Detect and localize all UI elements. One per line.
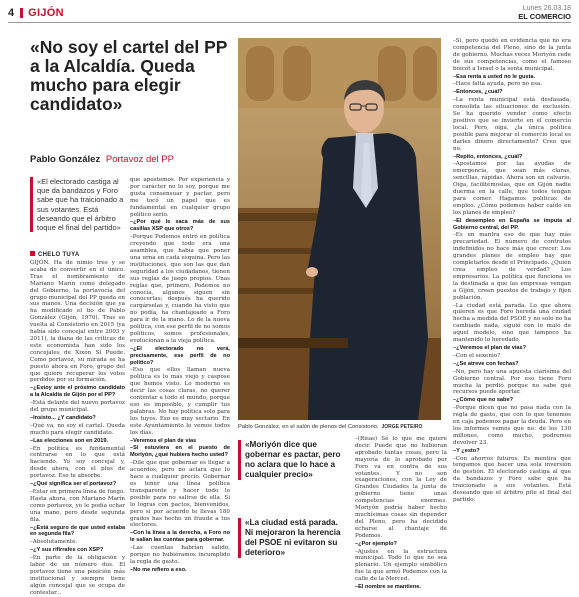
photo-credit: JORGE PETEIRO <box>381 424 423 430</box>
interview-paragraph: –Absolutamente. <box>30 539 78 546</box>
interview-paragraph: –Con el sexenio? <box>453 352 501 359</box>
photo-caption <box>238 424 448 430</box>
interview-question: –¿Por ejemplo? <box>355 540 397 547</box>
caption-text: Pablo González, en el salón de plenos del Consistorio. <box>238 424 379 430</box>
interview-paragraph: GIJÓN. Ha de nimio tres y se acaba de convertir en el único. Tras el nombramiento de Mariano Marín como delegado del Gobierno, la portavocía del grupo municipal del PP queda en sus manos. Una decisión que ya ha modificado el tío de Pablo González (Gijón, 1970). Tras su vuelta al Consistorio en 2015 (ya había sido concejal entre 2003 y 2011), la diana de las críticas de este economista han sido los concejales de Xixón Sí Puede. Como portavoz, su mirada se ha puesto ahora en Foro, grupo del que quiere recuperar los votos perdidos por su formación. <box>30 260 125 384</box>
interview-question: –El desempleo en España se imputa al Gobierno central, del PP. <box>453 217 571 231</box>
interviewee-name: Pablo González <box>30 154 101 165</box>
interview-question: –Repito, entonces, ¿cuál? <box>453 153 523 160</box>
interview-paragraph: –Hace falta ayuda, pero no esa. <box>453 81 543 88</box>
interview-question: –Y ¿esto? <box>453 447 480 454</box>
interview-paragraph: –Eso que ellos llaman nueva política es lo más viejo y caspose que hemos visto. Lo moderno es decir las cosas claras, no querer contentar a todo el mundo, porque eso es imposible, y cumplir tus palabras. No hay política solo para los tuyos. Eso es muy sectario. En este Ayuntamiento lo vemos todos los días. <box>130 367 230 436</box>
interview-paragraph: que apostemos. Por experiencia y por carácter no lo soy, porque me gusta consensuar y pactar, pero me tocó un papel que es fundamental en cualquier grupo político serio. <box>130 177 230 218</box>
interview-paragraph: –Apostamos por las ayudas de emergencia, que sean más claras, sencillas, rápidas. Ahora son un calvario. Oiga, facilitémoslas, que en Gijón nadie duerma en la calle, que todos tengan para comer. Hagamos políticas de empleo. ¿Cómo podemos haber caído en los planes de empleo? <box>453 161 571 216</box>
interviewee-role: Portavoz del PP <box>105 154 174 165</box>
section-marker <box>20 8 23 18</box>
section-name: GIJÓN <box>28 7 64 19</box>
pull-quote-city: «La ciudad está parada. Ni mejoraron la herencia del PSOE ni evitaron su deterioro» <box>238 518 348 558</box>
interview-paragraph: –Qué va, no soy el cartel. Queda mucho para elegir candidato. <box>30 422 125 436</box>
interview-photo <box>238 38 441 420</box>
text-column-1 <box>30 260 125 596</box>
text-column-4 <box>453 38 571 578</box>
interview-paragraph: –Sí, pero quedó en evidencia que no era competencia del Pleno, sino de la junta de gobierno. Muchas veces Moriyón cede de sus competencias, como el famoso boicot a Israel o la senta municipal. <box>453 38 571 72</box>
pull-quote-moriyon: «Moriyón dice que gobernar es pactar, pero no aclara que lo hace a cualquier precio» <box>238 440 348 480</box>
interview-paragraph: –(Risas) Sé lo que me quiere decir. Puede que no hubieran aprobado tantas cosas, pero la mayoría de lo aprobado por Foro va en contra de sus votantes. Y no son exageraciones, con la Ley de Grandes Ciudades la junta de gobierno tiene unas competencias enormes. Moriyón podría haber hecho muchísimas cosas sin depender del Pleno, pero ha decidido echarse al chantaje de Podemos. <box>355 436 447 539</box>
pull-quote-main: «El electorado castiga al que da bandazos y Foro sabe que ha traicionado a sus votantes. Está deseando que el árbitro toque el final del partido» <box>30 177 125 232</box>
author-name: CHELO TUYA <box>38 252 80 258</box>
interview-question: –¿Por qué le saca más de sus casillas XSP que otros? <box>130 219 230 233</box>
interview-question: –¿Se atreve con fechas? <box>453 360 519 367</box>
interview-question: –No me refiero a eso. <box>130 566 187 573</box>
headline: «No soy el cartel del PP a la Alcaldía. Queda mucho para elegir candidato» <box>30 37 228 114</box>
interview-paragraph: –Está delante del nuevo portavoz del grupo municipal. <box>30 400 125 414</box>
interview-question: –Insisto... ¿Y candidato? <box>30 414 96 421</box>
interview-question: –¿Y sus rifirrafes con XSP? <box>30 547 104 554</box>
interview-question: –El nombre se mantiene. <box>355 584 421 591</box>
interview-paragraph: –En parte de la obligación y labor de un número dos. El portavoz tiene una posición más institucional y siempre tiene algún concejal que se ocupa de contestar... <box>30 555 125 596</box>
author-credit <box>30 251 79 258</box>
interview-paragraph: –En política es fundamental centrarse en lo que está haciendo. Yo soy concejal y, desde ahora, con el plus de portavoz. Eso te absorbe. <box>30 445 125 480</box>
interview-question: –Veremos el plan de vías <box>130 437 197 444</box>
interview-question: –Las elecciones son en 2019. <box>30 437 109 444</box>
interview-paragraph: –Las cuentas habrían salido, porque no hubiéramos incumplido la regla de gasto. <box>130 545 230 565</box>
interview-question: –Con la línea a la derecha, a Foro no le salían las cuentas para gobernar. <box>130 530 230 544</box>
interview-paragraph: –Porque Podemos entró en política creyendo que todo era una asamblea, que había que poner una urna en cada esquina. Pero las instituciones, que son las que dan seguridad a los ciudadanos, tienen sus reglas de juego propios. Unas reglas que, primero, Podemos no conocía, algunos siguen sin conocerlas; después ha querido cargárselas y, cuando ha visto que no podía, ha chantajeado a Foro para ir de la mano. Lo de la nueva política, con ese perfil de no somos políticos, somos profesionales, evolucionan a la vieja política. <box>130 234 230 344</box>
interview-question: –Entonces, ¿cuál? <box>453 89 503 96</box>
header-rule <box>8 22 571 23</box>
interview-question: –¿Veremos el plan de vías? <box>453 344 527 351</box>
interview-paragraph: –Porque dicen que no pasa nada con la regla de gasto, que con lo que tenemos en caja podemos pagar la deuda. Pero en los informes vemos que no: de los 130 millones, como mucho, podremos devolver 23. <box>453 405 571 446</box>
photo-illustration <box>238 38 441 420</box>
interview-paragraph: –Ajustes en la estructura municipal. Todo lo que no sea plenario. Un ejemplo simbólico fue la que armó Podemos con la calle de la Merced. <box>355 548 447 583</box>
text-column-3 <box>355 436 447 591</box>
interview-paragraph: –Con ahorros futuros. Es mentira que tengamos que hacer una sola inversión de gestión. El electorado castiga al que da bandazos y Foro sabe que ha traicionado a sus votantes. Está deseando que el árbitro pite el final del partido. <box>453 455 571 503</box>
author-marker <box>30 251 35 256</box>
interview-paragraph: –La ciudad está parada. Lo que ahora quieren es que Foro hereda una ciudad hecha a medida del PSOE y no solo no ha cambiado nada, siguió con lo malo de aquel modelo, sino que tampoco ha mantenido lo heredado. <box>453 302 571 344</box>
interview-question: –¿Qué significa ser el portavoz? <box>30 481 117 488</box>
interview-paragraph: –La renta municipal está desfasada, consolida las situaciones de exclusión. Se ha querido vender como efecto positivo que se invierte en el comercio local. Pero, oiga, ¿la única política posible para mejorar el comercio local es darles dinero directamente? Creo que no. <box>453 97 571 152</box>
interview-question: –Esa renta a usted no le gusta. <box>453 73 536 80</box>
interview-question: –¿Estoy ante el próximo candidato a la Alcaldía de Gijón por el PP? <box>30 385 125 399</box>
byline <box>30 154 230 165</box>
newspaper-name: EL COMERCIO <box>518 12 571 21</box>
masthead <box>518 5 571 21</box>
interview-question: –¿El electorado no verá, precisamente, ese perfil de no político? <box>130 345 230 366</box>
interview-paragraph: –Dile que que gobernar es llegar a acuerdos, pero no aclara que lo hace a cualquier precio. Gobernar es tener una línea política transparente y hacer todo lo posible para no salirse de ella. Si lo logras con pactos, bienvenidos, pero si por acuerdo te llevas 180 grados has hecho un fraude a tus electores. <box>130 460 230 529</box>
interview-paragraph: –Es un mantra eso de que hay más precariedad. El número de contratos indefinidos no hace más que crecer. Los grandes planes de empleo hay que completarlos desde el Principado. ¿Quién crea empleo de verdad? Los empresarios. La política que funciona es la destinada a que las empresas vengan a Gijón, creen puestos de trabajo y fijen población. <box>453 232 571 301</box>
page-number: 4 <box>8 7 15 19</box>
interview-question: –Si estuviera en el puesto de Moriyón, ¿qué hubiera hecho usted? <box>130 445 230 459</box>
interview-paragraph: –Estar en primera línea de fuego. Hasta ahora, con Mariano Marín como portavoz, yo le podía echar una mano, pero desde segunda fila. <box>30 489 125 523</box>
issue-date: Lunes 26.03.18 <box>522 5 571 12</box>
interview-paragraph: –No, pero hay una apuesta clarísima del Gobierno central. Por eso tiene Foro mucha la perdió porque no sabe qué recursos puede aportar. <box>453 368 571 396</box>
text-column-2 <box>130 177 230 577</box>
interview-question: –¿Está seguro de que usted estaba en segunda fila? <box>30 524 125 538</box>
interview-question: –¿Cómo que no sabe? <box>453 397 513 404</box>
page-header <box>8 6 571 20</box>
